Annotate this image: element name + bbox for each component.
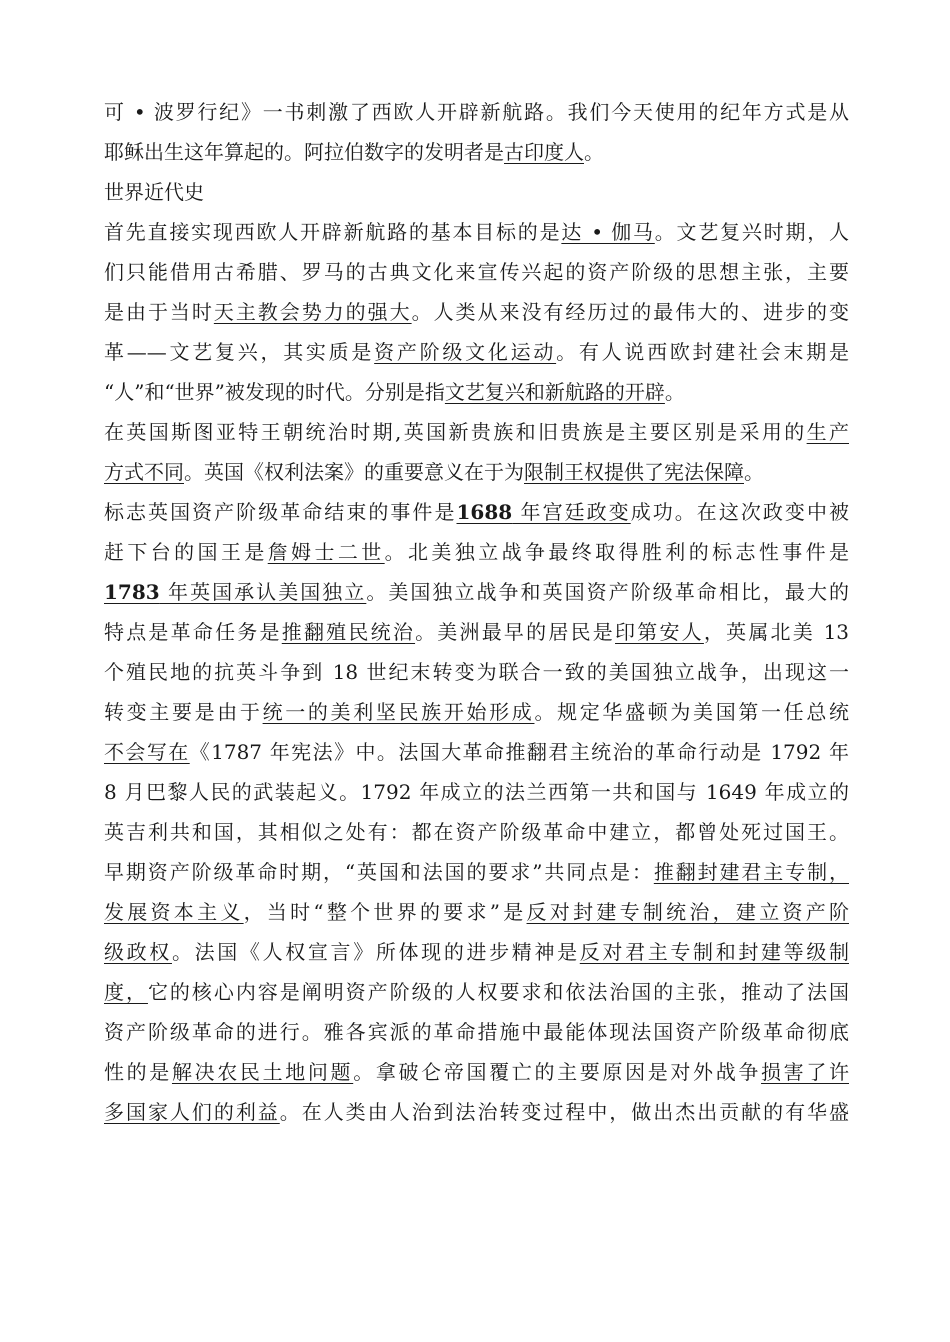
underlined-answer: 发展资本主义 [104, 900, 244, 924]
underlined-answer: 统一的美利坚民族开始形成 [262, 700, 535, 724]
text-run: 特点是革命任务是 [104, 620, 282, 644]
text-line [104, 612, 849, 652]
text-run: 。英国《权利法案》的重要意义在于为 [184, 460, 524, 484]
text-line [104, 532, 849, 572]
text-run: 转变主要是由于 [104, 700, 263, 724]
text-run: 耶稣出生这年算起的。阿拉伯数字的发明者是 [104, 140, 504, 164]
text-run: 8 月巴黎人民的武装起义。1792 年成立的法兰西第一共和国与 1649 年成立的 [104, 780, 849, 804]
underlined-answer: 限制王权提供了宪法保障 [524, 460, 744, 484]
text-run: ，英属北美 13 [703, 620, 849, 644]
text-run: 标志英国资产阶级革命结束的事件是 [104, 500, 457, 524]
underlined-answer: 不会写在 [104, 740, 190, 764]
underlined-answer: 方式不同 [104, 460, 184, 484]
text-run: 。北美独立战争最终取得胜利的标志性事件是 [384, 540, 849, 564]
underlined-answer: 推翻殖民统治 [281, 620, 416, 644]
underlined-answer: 损害了许 [761, 1060, 849, 1084]
text-line [104, 1092, 849, 1132]
document-page [104, 92, 849, 1132]
text-run: 。法国《人权宣言》所体现的进步精神是 [171, 940, 580, 964]
text-line [104, 772, 849, 812]
text-run: 。拿破仑帝国覆亡的主要原因是对外战争 [353, 1060, 762, 1084]
text-line [104, 172, 849, 212]
text-line [104, 572, 849, 612]
text-line [104, 1012, 849, 1052]
underlined-answer: 反对封建专制统治，建立资产阶 [526, 900, 849, 924]
text-run: ，当时“整个世界的要求”是 [243, 900, 527, 924]
text-line [104, 332, 849, 372]
text-line [104, 852, 849, 892]
text-run: 。人类从来没有经历过的最伟大的、进步的变 [411, 300, 849, 324]
text-run: 首先直接实现西欧人开辟新航路的基本目标的是 [104, 220, 562, 244]
text-line [104, 932, 849, 972]
underlined-answer: 1688 [456, 500, 513, 524]
underlined-answer: 詹姆士二世 [267, 540, 385, 564]
text-run: 革——文艺复兴，其实质是 [104, 340, 375, 364]
underlined-answer: 推翻封建君主专制， [653, 860, 849, 884]
underlined-answer: 古印度人 [504, 140, 584, 164]
text-line [104, 812, 849, 852]
text-run: “人”和“世界”被发现的时代。分别是指 [104, 380, 445, 404]
underlined-answer: 解决农民土地问题 [171, 1060, 354, 1084]
underlined-answer: 度， [104, 980, 148, 1004]
text-run: 是由于当时 [104, 300, 214, 324]
text-line [104, 732, 849, 772]
text-run: 英吉利共和国，其相似之处有：都在资产阶级革命中建立，都曾处死过国王。 [104, 820, 849, 844]
text-run: 世界近代史 [104, 180, 204, 204]
text-run: 们只能借用古希腊、罗马的古典文化来宣传兴起的资产阶级的思想主张，主要 [104, 260, 849, 284]
underlined-answer: 天主教会势力的强大 [213, 300, 412, 324]
text-line [104, 372, 849, 412]
text-line [104, 412, 849, 452]
text-run: 。在人类由人治到法治转变过程中，做出杰出贡献的有华盛 [279, 1100, 849, 1124]
text-run: 。美洲最早的居民是 [415, 620, 616, 644]
underlined-answer: 反对君主专制和封建等级制 [579, 940, 849, 964]
underlined-answer: 多国家人们的利益 [104, 1100, 280, 1124]
text-run: 成功。在这次政变中被 [630, 500, 849, 524]
text-line [104, 292, 849, 332]
text-line [104, 452, 849, 492]
text-line [104, 892, 849, 932]
text-run: 它的核心内容是阐明资产阶级的人权要求和依法治国的主张，推动了法国 [147, 980, 849, 1004]
text-run: 。有人说西欧封建社会末期是 [556, 340, 849, 364]
text-line [104, 1052, 849, 1092]
text-run: 性的是 [104, 1060, 172, 1084]
text-run: 早期资产阶级革命时期，“英国和法国的要求”共同点是： [104, 860, 654, 884]
underlined-answer: 生产 [806, 420, 849, 444]
text-run: 《1787 年宪法》中。法国大革命推翻君主统治的革命行动是 1792 年 [189, 740, 849, 764]
underlined-answer: 级政权 [104, 940, 172, 964]
text-run: 在英国斯图亚特王朝统治时期,英国新贵族和旧贵族是主要区别是采用的 [104, 420, 807, 444]
underlined-answer: 年英国承认美国独立 [159, 580, 367, 604]
text-run: 。 [584, 140, 604, 164]
text-run: 赶下台的国王是 [104, 540, 268, 564]
text-run: 。美国独立战争和英国资产阶级革命相比，最大的 [366, 580, 849, 604]
text-run: 可 • 波罗行纪》一书刺激了西欧人开辟新航路。我们今天使用的纪年方式是从 [104, 100, 849, 124]
text-line [104, 92, 849, 132]
text-run: 。 [664, 380, 685, 404]
text-line [104, 212, 849, 252]
text-run: 。 [744, 460, 764, 484]
underlined-answer: 文艺复兴和新航路的开辟 [444, 380, 665, 404]
text-line [104, 252, 849, 292]
text-run: 。文艺复兴时期，人 [654, 220, 849, 244]
underlined-answer: 达 • 伽马 [561, 220, 655, 244]
underlined-answer: 资产阶级文化运动 [374, 340, 557, 364]
underlined-answer: 印第安人 [615, 620, 704, 644]
text-line [104, 972, 849, 1012]
text-line [104, 492, 849, 532]
text-line [104, 692, 849, 732]
text-run: 资产阶级革命的进行。雅各宾派的革命措施中最能体现法国资产阶级革命彻底 [104, 1020, 849, 1044]
underlined-answer: 年宫廷政变 [512, 500, 631, 524]
text-line [104, 132, 849, 172]
text-line [104, 652, 849, 692]
text-run: 。规定华盛顿为美国第一任总统 [534, 700, 849, 724]
underlined-answer: 1783 [104, 580, 160, 604]
text-run: 个殖民地的抗英斗争到 18 世纪末转变为联合一致的美国独立战争，出现这一 [104, 660, 849, 684]
